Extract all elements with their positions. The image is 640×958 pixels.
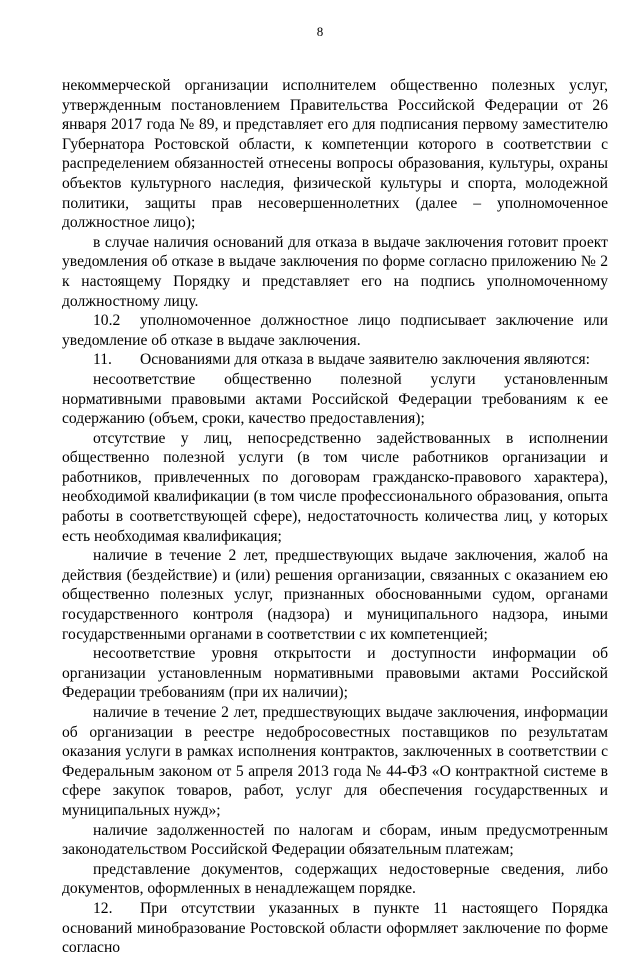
- clause-text: Основаниями для отказа в выдаче заявителю заключения являются:: [140, 351, 591, 369]
- clause-text: При отсутствии указанных в пункте 11 настоящего Порядка оснований минобразование Ростовской области оформляет заключение по форме согласно: [62, 899, 608, 957]
- ground-unreliable-suppliers-registry: наличие в течение 2 лет, предшествующих выдаче заключения, информации об организации в реестре недобросовестных поставщиков по результатам оказания услуги в рамках исполнения контрактов, заключенных в соответствии с Федеральным законом от 5 апреля 2013 года № 44-ФЗ «О контрактной системе в сфере закупок товаров, работ, услуг для обеспечения государственных и муниципальных нужд»;: [62, 704, 608, 819]
- ground-service-nonconformity: несоответствие общественно полезной услуги установленным нормативными правовыми актами Российской Федерации требованиям к ее содержанию (объем, сроки, качество предоставления);: [62, 370, 608, 428]
- ground-lack-of-qualification: отсутствие у лиц, непосредственно задействованных в исполнении общественно полезной услуги (в том числе работников организации и работников, привлеченных по договорам гражданско-правового характера), необходимой квалификации (в том числе профессионального образования, опыта работы в соответствующей сфере), недостаточность количества лиц, у которых есть необходимая квалификация;: [62, 429, 608, 545]
- page-number: 8: [316, 24, 324, 39]
- clause-11: [62, 350, 608, 370]
- ground-invalid-documents: представление документов, содержащих недостоверные сведения, либо документов, оформленных в ненадлежащем порядке.: [62, 860, 608, 898]
- clause-text: уполномоченное должностное лицо подписывает заключение или уведомление об отказе в выдаче заключения.: [62, 312, 608, 349]
- paragraph-refusal-notice: в случае наличия оснований для отказа в выдаче заключения готовит проект уведомления об отказе в выдаче заключения по форме согласно приложению № 2 к настоящему Порядку и представляет его на подпись уполномоченному должностному лицу.: [62, 233, 608, 310]
- document-body: [62, 76, 608, 958]
- paragraph-continuation: некоммерческой организации исполнителем общественно полезных услуг, утвержденным постановлением Правительства Российской Федерации от 26 января 2017 года № 89, и представляет его для подписания первому заместителю Губернатора Ростовской области, к компетенции которого в соответствии с распределением обязанностей отнесены вопросы образования, культуры, охраны объектов культурного наследия, физической культуры и спорта, молодежной политики, защиты прав несовершеннолетних (далее – уполномоченное должностное лицо);: [62, 77, 608, 232]
- clause-10-2: [62, 311, 608, 350]
- clause-12: [62, 899, 608, 958]
- ground-information-openness: несоответствие уровня открытости и доступности информации об организации установленным нормативными правовыми актами Российской Федерации требованиям (при их наличии);: [62, 645, 608, 702]
- ground-tax-debts: наличие задолженностей по налогам и сборам, иным предусмотренным законодательством Российской Федерации обязательным платежам;: [62, 821, 608, 859]
- clause-number: 10.2: [93, 312, 121, 330]
- clause-number: 11.: [93, 351, 112, 369]
- ground-complaints: наличие в течение 2 лет, предшествующих выдаче заключения, жалоб на действия (бездействие) и (или) решения организации, связанных с оказанием ею общественно полезных услуг, признанных обоснованными судом, органами государственного контроля (надзора) и муниципального надзора, иными государственными органами в соответствии с их компетенцией;: [62, 547, 608, 643]
- clause-number: 12.: [93, 899, 113, 917]
